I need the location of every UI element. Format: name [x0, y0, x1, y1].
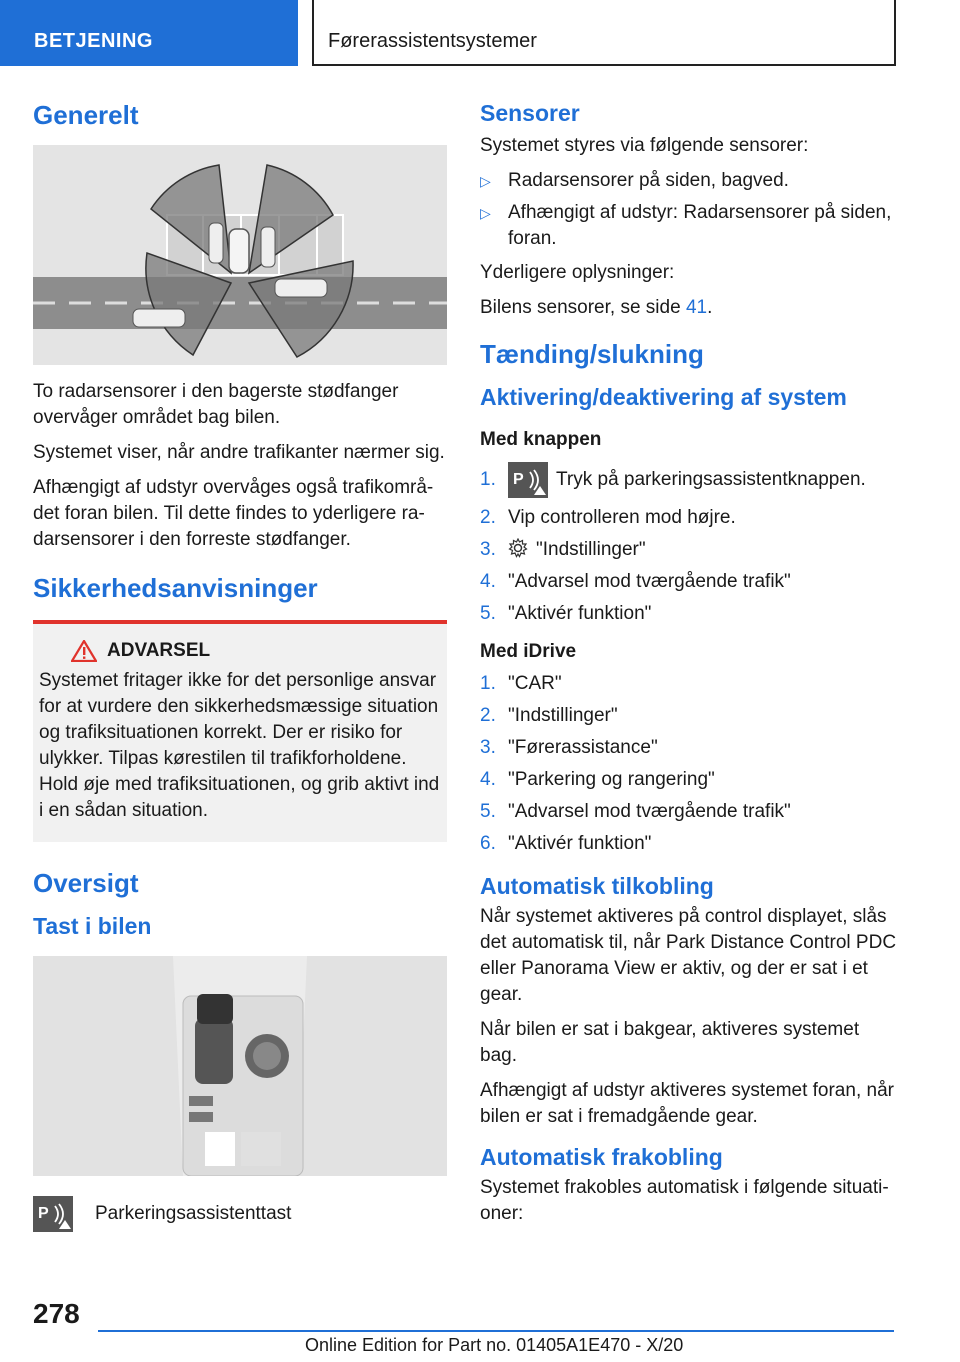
right-column	[480, 100, 900, 1236]
heading-with-idrive: Med iDrive	[480, 641, 577, 662]
center-console-image	[33, 956, 447, 1176]
heading-general: Generelt	[33, 100, 139, 130]
gear-icon	[508, 538, 528, 558]
list-item: 3. "Indstillinger"	[480, 539, 646, 560]
image-caption	[33, 1196, 447, 1232]
idrive-steps	[480, 671, 900, 857]
heading-on-off: Tænding/slukning	[480, 339, 704, 369]
page-number: 278	[33, 1298, 80, 1329]
svg-text:P: P	[513, 470, 524, 488]
list-item: 6. "Aktivér funktion"	[480, 833, 652, 854]
chapter-label: Førerassistentsystemer	[312, 0, 896, 66]
list-item: 4. "Parkering og rangering"	[480, 769, 715, 790]
heading-activation: Aktivering/deaktivering af system	[480, 384, 847, 410]
list-item: ▷ Afhængigt af udstyr: Radarsensorer på siden, foran.	[480, 202, 892, 249]
page-header	[0, 0, 960, 66]
auto-on-paragraph-3: Afhængigt af udstyr aktiveres systemet foran, når bilen er sat i fremadgående gear.	[480, 1080, 894, 1127]
svg-text:P: P	[38, 1205, 49, 1222]
list-item: 2. Vip controlleren mod højre.	[480, 507, 736, 528]
auto-on-paragraph-1: Når systemet aktiveres på control displayet, slås det automatisk til, når Park Distance Control PDC eller Panorama View er aktiv, og der er sat i et gear.	[480, 906, 897, 1005]
button-steps	[480, 461, 900, 627]
sensors-reference: Bilens sensorer, se side 41.	[480, 297, 713, 318]
sensor-list	[480, 168, 900, 252]
heading-button-in-car: Tast i bilen	[33, 913, 152, 939]
page-link-41[interactable]: 41	[685, 297, 708, 318]
more-info-label: Yderligere oplysninger:	[480, 262, 675, 283]
left-column	[33, 100, 447, 1232]
warning-triangle-icon	[71, 640, 97, 662]
footer-divider	[98, 1330, 894, 1332]
heading-safety: Sikkerhedsanvisninger	[33, 573, 318, 603]
list-item: 3. "Førerassistance"	[480, 737, 658, 758]
list-item: ▷ Radarsensorer på siden, bagved.	[480, 170, 789, 191]
heading-auto-on: Automatisk tilkobling	[480, 873, 714, 899]
list-item: 5. "Aktivér funktion"	[480, 603, 652, 624]
general-paragraph-2: Systemet viser, når andre trafikanter nærmer sig.	[33, 442, 445, 463]
general-paragraph-1: To radarsensorer i den bagerste stødfanger overvåger området bag bilen.	[33, 381, 399, 428]
heading-with-button: Med knappen	[480, 429, 602, 450]
heading-sensors: Sensorer	[480, 100, 580, 126]
warning-title-text: ADVARSEL	[107, 640, 211, 661]
parking-assistant-button-icon	[508, 462, 548, 498]
auto-off-paragraph-1: Systemet frakobles automatisk i følgende situati-oner:	[480, 1177, 889, 1224]
warning-text: Systemet fritager ikke for det personlige ansvar for at vurdere den sikkerhedsmæssige situation og trafiksituationen korrekt. Der er risiko for ulykker. Tilpas kørestilen til trafikforholdene. Hold øje med trafiksituationen, og grib aktivt ind i en sådan situation.	[39, 670, 440, 821]
warning-title	[71, 640, 441, 662]
list-item: 1. "CAR"	[480, 673, 562, 694]
warning-box	[33, 620, 447, 842]
heading-auto-off: Automatisk frakobling	[480, 1144, 723, 1170]
list-item: 4. "Advarsel mod tværgående trafik"	[480, 571, 791, 592]
auto-on-paragraph-2: Når bilen er sat i bakgear, aktiveres systemet bag.	[480, 1019, 860, 1066]
list-item: 1. P Tryk på parkeringsassistentknappen.	[480, 461, 900, 499]
list-item: 2. "Indstillinger"	[480, 705, 618, 726]
general-paragraph-3: Afhængigt af udstyr overvåges også trafikområ-det foran bilen. Til dette findes to yderligere ra-darsensorer i den forreste stødfanger.	[33, 477, 434, 550]
parking-assistant-button-icon	[33, 1196, 73, 1232]
list-item: 5. "Advarsel mod tværgående trafik"	[480, 801, 791, 822]
radar-illustration	[33, 145, 447, 365]
caption-text: Parkeringsassistenttast	[95, 1203, 292, 1224]
edition-note: Online Edition for Part no. 01405A1E470 - X/20	[305, 1335, 684, 1355]
heading-overview: Oversigt	[33, 868, 139, 898]
sensors-intro: Systemet styres via følgende sensorer:	[480, 135, 809, 156]
section-label: BETJENING	[0, 0, 298, 66]
center-console-svg	[33, 956, 447, 1176]
radar-diagram-svg	[33, 145, 447, 365]
